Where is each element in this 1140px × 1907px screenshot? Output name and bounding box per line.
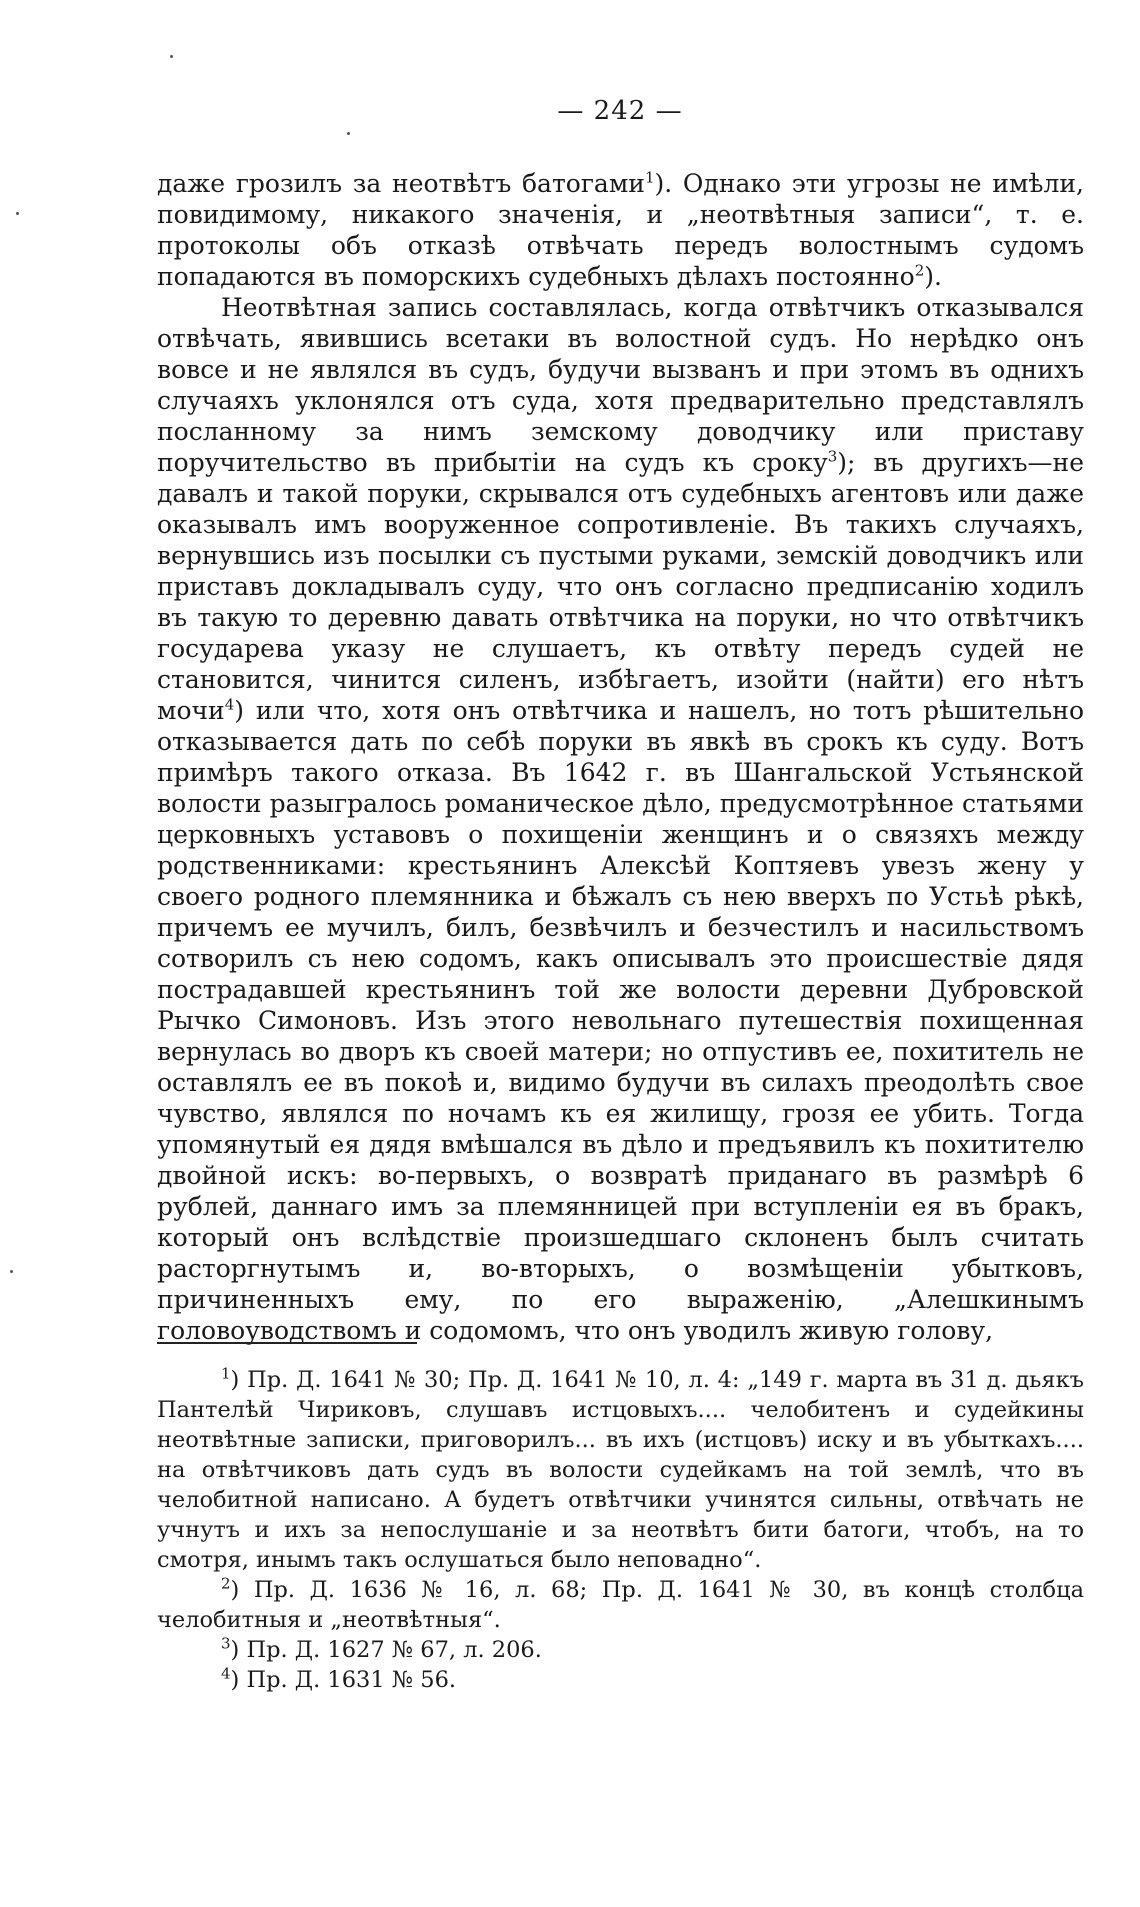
scan-speck [170,55,173,58]
footnote-ref[interactable]: 4 [224,695,235,714]
footnote-mark: 3 [221,1634,231,1653]
footnote-ref[interactable]: 1 [644,168,655,187]
scan-speck [16,212,19,215]
footnote-separator [157,1342,417,1344]
footnote-mark: 1 [221,1364,231,1383]
paragraph: Неотвѣтная запись составлялась, когда отвѣтчикъ отказывался отвѣчать, явившись всетаки въ волостной судъ. Но нерѣдко онъ вовсе и не являлся въ судъ, будучи вызванъ и при этомъ въ однихъ случаяхъ уклонялся отъ суда, хотя предварительно представлялъ посланному за нимъ земскому доводчику или приставу поручительство въ прибытіи на судъ къ сроку$^3$); въ другихъ—не давалъ и такой поруки, скрывался отъ судебныхъ агентовъ или даже оказывалъ имъ вооруженное сопротивленіе. Въ такихъ случаяхъ, вернувшись изъ посылки съ пустыми руками, земскій доводчикъ или приставъ докладывалъ суду, что онъ согласно предписанію ходилъ въ такую то деревню давать отвѣтчика на поруки, но что отвѣтчикъ государева указу не слушаетъ, къ отвѣту передъ судей не становится, чинится силенъ, избѣгаетъ, изойти (найти) его нѣтъ мочи$^4$) или что, хотя онъ отвѣтчика и нашелъ, но тотъ рѣшительно отказывается дать по себѣ поруки въ явкѣ въ срокъ къ суду. Вотъ примѣръ такого отказа. Въ 1642 г. въ Шангальской Устьянской волости разыгралось романическое дѣло, предусмотрѣнное статьями церковныхъ уставовъ о похищеніи женщинъ и о связяхъ между родственниками: крестьянинъ Алексѣй Коптяевъ увезъ жену у своего родного племянника и бѣжалъ съ нею вверхъ по Устьѣ рѣкѣ, причемъ ее мучилъ, билъ, безвѣчилъ и безчестилъ и насильствомъ сотворилъ съ нею содомъ, какъ описывалъ это происшествіе дядя пострадавшей крестьянинъ той же волости деревни Дубровской Рычко Симоновъ. Изъ этого невольнаго путешествія похищенная вернулась во дворъ къ своей матери; но отпустивъ ее, похититель не оставлялъ ее въ покоѣ и, видимо будучи въ силахъ преодолѣть свое чувство, являлся по ночамъ къ ея жилищу, грозя ее убить. Тогда упомянутый ея дядя вмѣшался въ дѣло и предъявилъ къ похитителю двойной искъ: во-первыхъ, о возвратѣ приданаго въ размѣрѣ 6 рублей, даннаго имъ за племянницей при вступленіи ея въ бракъ, который онъ вслѣдствіе произшедшаго склоненъ былъ считать расторгнутымъ и, во-вторыхъ, о возмѣщеніи убытковъ, причиненныхъ ему, по его выраженію, „Алешкинымъ головоуводствомъ и содомомъ, что онъ уводилъ живую голову, [157,293,1084,1345]
footnote: $^1$) Пр. Д. 1641 № 30; Пр. Д. 1641 № 10, л. 4: „149 г. марта въ 31 д. дьякъ Пантелѣй Чириковъ, слушавъ истцовыхъ.... челобитенъ и судейкины неотвѣтные записки, приговорилъ... въ ихъ (истцовъ) иску и въ убыткахъ.... на отвѣтчиковъ дать судъ въ волости судейкамъ на той землѣ, что въ челобитной написано. А будетъ отвѣтчики учинятся сильны, отвѣчать не учнутъ и ихъ за непослушаніе и за неотвѣтъ бити батоги, чтобъ, на то смотря, инымъ такъ ослушаться было неповадно“. [157,1364,1084,1573]
footnote-mark: 4 [221,1664,231,1683]
footnote: $^4$) Пр. Д. 1631 № 56. [221,1664,457,1693]
scan-speck [10,1270,13,1273]
main-text [157,168,1084,1346]
paragraph: даже грозилъ за неотвѣтъ батогами$^1$). Однако эти угрозы не имѣли, повидимому, никакого значенія, и „неотвѣтныя записи“, т. е. протоколы объ отказѣ отвѣчать передъ волостнымъ судомъ попадаются въ поморскихъ судебныхъ дѣлахъ постоянно$^2$). [157,168,1084,291]
footnote: $^2$) Пр. Д. 1636 № 16, л. 68; Пр. Д. 1641 № 30, въ концѣ столбца челобитныя и „неотвѣтныя“. [157,1574,1084,1633]
footnotes [157,1365,1084,1695]
footnote-ref[interactable]: 3 [827,447,838,466]
scan-speck [347,132,350,135]
footnote: $^3$) Пр. Д. 1627 № 67, л. 206. [221,1634,542,1663]
page-number: — 242 — [557,96,683,126]
footnote-ref[interactable]: 2 [914,261,925,280]
footnote-mark: 2 [221,1574,231,1593]
